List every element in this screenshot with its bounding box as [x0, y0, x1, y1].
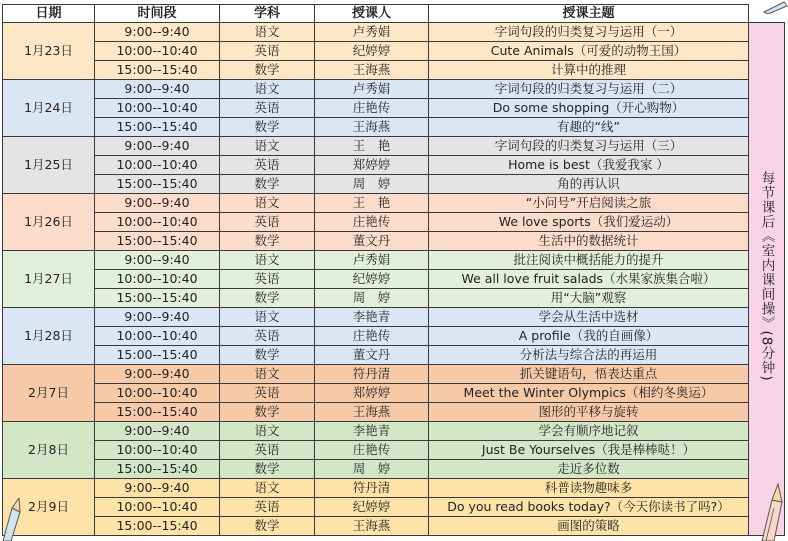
time-cell: 15:00--15:40 [95, 232, 220, 251]
topic-cell: 计算中的推理 [429, 61, 749, 80]
teacher-cell: 董文丹 [315, 232, 429, 251]
time-cell: 9:00--9:40 [95, 308, 220, 327]
time-cell: 9:00--9:40 [95, 194, 220, 213]
teacher-cell: 纪婷婷 [315, 270, 429, 289]
topic-cell: Cute Animals（可爱的动物王国） [429, 42, 749, 61]
table-row [3, 61, 785, 80]
subject-cell: 语文 [220, 251, 315, 270]
teacher-cell: 周 婷 [315, 289, 429, 308]
time-cell: 10:00--10:40 [95, 270, 220, 289]
table-row [3, 99, 785, 118]
teacher-cell: 卢秀娟 [315, 251, 429, 270]
table-row [3, 156, 785, 175]
time-cell: 10:00--10:40 [95, 99, 220, 118]
subject-cell: 数学 [220, 460, 315, 479]
table-row [3, 422, 785, 441]
time-cell: 15:00--15:40 [95, 517, 220, 536]
date-cell: 1月26日 [3, 194, 95, 251]
header-subject: 学科 [220, 5, 315, 23]
header-row [3, 5, 785, 23]
time-cell: 9:00--9:40 [95, 80, 220, 99]
teacher-cell: 王海燕 [315, 61, 429, 80]
time-cell: 15:00--15:40 [95, 289, 220, 308]
topic-cell: 角的再认识 [429, 175, 749, 194]
time-cell: 9:00--9:40 [95, 251, 220, 270]
subject-cell: 数学 [220, 403, 315, 422]
subject-cell: 英语 [220, 213, 315, 232]
teacher-cell: 卢秀娟 [315, 80, 429, 99]
topic-cell: 抓关键语句，悟表达重点 [429, 365, 749, 384]
subject-cell: 语文 [220, 194, 315, 213]
subject-cell: 英语 [220, 99, 315, 118]
topic-cell: 生活中的数据统计 [429, 232, 749, 251]
teacher-cell: 符丹清 [315, 479, 429, 498]
topic-cell: 科普读物趣味多 [429, 479, 749, 498]
topic-cell: “小问号”开启阅读之旅 [429, 194, 749, 213]
time-cell: 9:00--9:40 [95, 365, 220, 384]
subject-cell: 语文 [220, 479, 315, 498]
table-row [3, 460, 785, 479]
topic-cell: 字词句段的归类复习与运用（一） [429, 23, 749, 42]
table-row [3, 270, 785, 289]
teacher-cell: 庄艳传 [315, 441, 429, 460]
subject-cell: 数学 [220, 61, 315, 80]
teacher-cell: 王海燕 [315, 517, 429, 536]
subject-cell: 数学 [220, 232, 315, 251]
date-cell: 2月9日 [3, 479, 95, 536]
topic-cell: Do you read books today?（今天你读书了吗?） [429, 498, 749, 517]
topic-cell: We love sports（我们爱运动） [429, 213, 749, 232]
teacher-cell: 周 婷 [315, 460, 429, 479]
teacher-cell: 李艳青 [315, 422, 429, 441]
topic-cell: 字词句段的归类复习与运用（二） [429, 80, 749, 99]
time-cell: 10:00--10:40 [95, 213, 220, 232]
subject-cell: 数学 [220, 118, 315, 137]
topic-cell: Do some shopping（开心购物） [429, 99, 749, 118]
teacher-cell: 符丹清 [315, 365, 429, 384]
topic-cell: 图形的平移与旋转 [429, 403, 749, 422]
subject-cell: 英语 [220, 498, 315, 517]
table-row [3, 232, 785, 251]
time-cell: 15:00--15:40 [95, 403, 220, 422]
teacher-cell: 卢秀娟 [315, 23, 429, 42]
teacher-cell: 郑婷婷 [315, 156, 429, 175]
time-cell: 9:00--9:40 [95, 479, 220, 498]
topic-cell: 有趣的“线” [429, 118, 749, 137]
time-cell: 10:00--10:40 [95, 42, 220, 61]
subject-cell: 数学 [220, 517, 315, 536]
header-topic: 授课主题 [429, 5, 749, 23]
table-row [3, 23, 785, 42]
header-date: 日期 [3, 5, 95, 23]
teacher-cell: 王 艳 [315, 194, 429, 213]
subject-cell: 英语 [220, 270, 315, 289]
teacher-cell: 周 婷 [315, 175, 429, 194]
subject-cell: 数学 [220, 289, 315, 308]
date-cell: 1月28日 [3, 308, 95, 365]
subject-cell: 数学 [220, 175, 315, 194]
topic-cell: 走近多位数 [429, 460, 749, 479]
table-row [3, 118, 785, 137]
table-row [3, 403, 785, 422]
date-cell: 2月8日 [3, 422, 95, 479]
teacher-cell: 庄艳传 [315, 327, 429, 346]
table-row [3, 441, 785, 460]
subject-cell: 英语 [220, 42, 315, 61]
subject-cell: 英语 [220, 441, 315, 460]
table-row [3, 517, 785, 536]
topic-cell: Just Be Yourselves（我是棒棒哒！） [429, 441, 749, 460]
schedule-table [2, 4, 785, 536]
date-cell: 1月25日 [3, 137, 95, 194]
subject-cell: 语文 [220, 137, 315, 156]
topic-cell: Meet the Winter Olympics（相约冬奥运） [429, 384, 749, 403]
table-row [3, 308, 785, 327]
date-cell: 1月23日 [3, 23, 95, 80]
table-row [3, 327, 785, 346]
time-cell: 10:00--10:40 [95, 441, 220, 460]
table-row [3, 289, 785, 308]
date-cell: 2月7日 [3, 365, 95, 422]
header-time: 时间段 [95, 5, 220, 23]
subject-cell: 语文 [220, 23, 315, 42]
teacher-cell: 王 艳 [315, 137, 429, 156]
subject-cell: 语文 [220, 422, 315, 441]
subject-cell: 语文 [220, 80, 315, 99]
topic-cell: A profile（我的自画像） [429, 327, 749, 346]
date-cell: 1月27日 [3, 251, 95, 308]
time-cell: 15:00--15:40 [95, 118, 220, 137]
topic-cell: 字词句段的归类复习与运用（三） [429, 137, 749, 156]
table-row [3, 213, 785, 232]
table-row [3, 137, 785, 156]
time-cell: 15:00--15:40 [95, 346, 220, 365]
time-cell: 9:00--9:40 [95, 422, 220, 441]
header-blank [749, 5, 785, 23]
topic-cell: 批注阅读中概括能力的提升 [429, 251, 749, 270]
table-row [3, 346, 785, 365]
table-row [3, 194, 785, 213]
subject-cell: 语文 [220, 365, 315, 384]
topic-cell: 分析法与综合法的再运用 [429, 346, 749, 365]
teacher-cell: 庄艳传 [315, 213, 429, 232]
time-cell: 9:00--9:40 [95, 23, 220, 42]
teacher-cell: 王海燕 [315, 118, 429, 137]
table-row [3, 251, 785, 270]
topic-cell: We all love fruit salads（水果家族集合啦） [429, 270, 749, 289]
header-teacher: 授课人 [315, 5, 429, 23]
schedule-body [3, 23, 785, 536]
table-row [3, 175, 785, 194]
teacher-cell: 董文丹 [315, 346, 429, 365]
teacher-cell: 纪婷婷 [315, 498, 429, 517]
subject-cell: 英语 [220, 327, 315, 346]
time-cell: 15:00--15:40 [95, 460, 220, 479]
subject-cell: 英语 [220, 384, 315, 403]
teacher-cell: 王海燕 [315, 403, 429, 422]
date-cell: 1月24日 [3, 80, 95, 137]
table-row [3, 384, 785, 403]
time-cell: 15:00--15:40 [95, 61, 220, 80]
break-note-text: 每节课后《室内课间操》(8分钟) [758, 171, 775, 382]
teacher-cell: 郑婷婷 [315, 384, 429, 403]
subject-cell: 数学 [220, 346, 315, 365]
topic-cell: 用“大脑”观察 [429, 289, 749, 308]
time-cell: 9:00--9:40 [95, 137, 220, 156]
table-row [3, 365, 785, 384]
topic-cell: 学会从生活中选材 [429, 308, 749, 327]
time-cell: 10:00--10:40 [95, 156, 220, 175]
table-row [3, 479, 785, 498]
teacher-cell: 李艳青 [315, 308, 429, 327]
time-cell: 10:00--10:40 [95, 327, 220, 346]
subject-cell: 语文 [220, 308, 315, 327]
table-row [3, 42, 785, 61]
time-cell: 10:00--10:40 [95, 384, 220, 403]
topic-cell: 画图的策略 [429, 517, 749, 536]
subject-cell: 英语 [220, 156, 315, 175]
topic-cell: 学会有顺序地记叙 [429, 422, 749, 441]
table-row [3, 498, 785, 517]
topic-cell: Home is best（我爱我家 ） [429, 156, 749, 175]
time-cell: 15:00--15:40 [95, 175, 220, 194]
time-cell: 10:00--10:40 [95, 498, 220, 517]
teacher-cell: 纪婷婷 [315, 42, 429, 61]
teacher-cell: 庄艳传 [315, 99, 429, 118]
table-row [3, 80, 785, 99]
break-note-cell [749, 23, 785, 536]
